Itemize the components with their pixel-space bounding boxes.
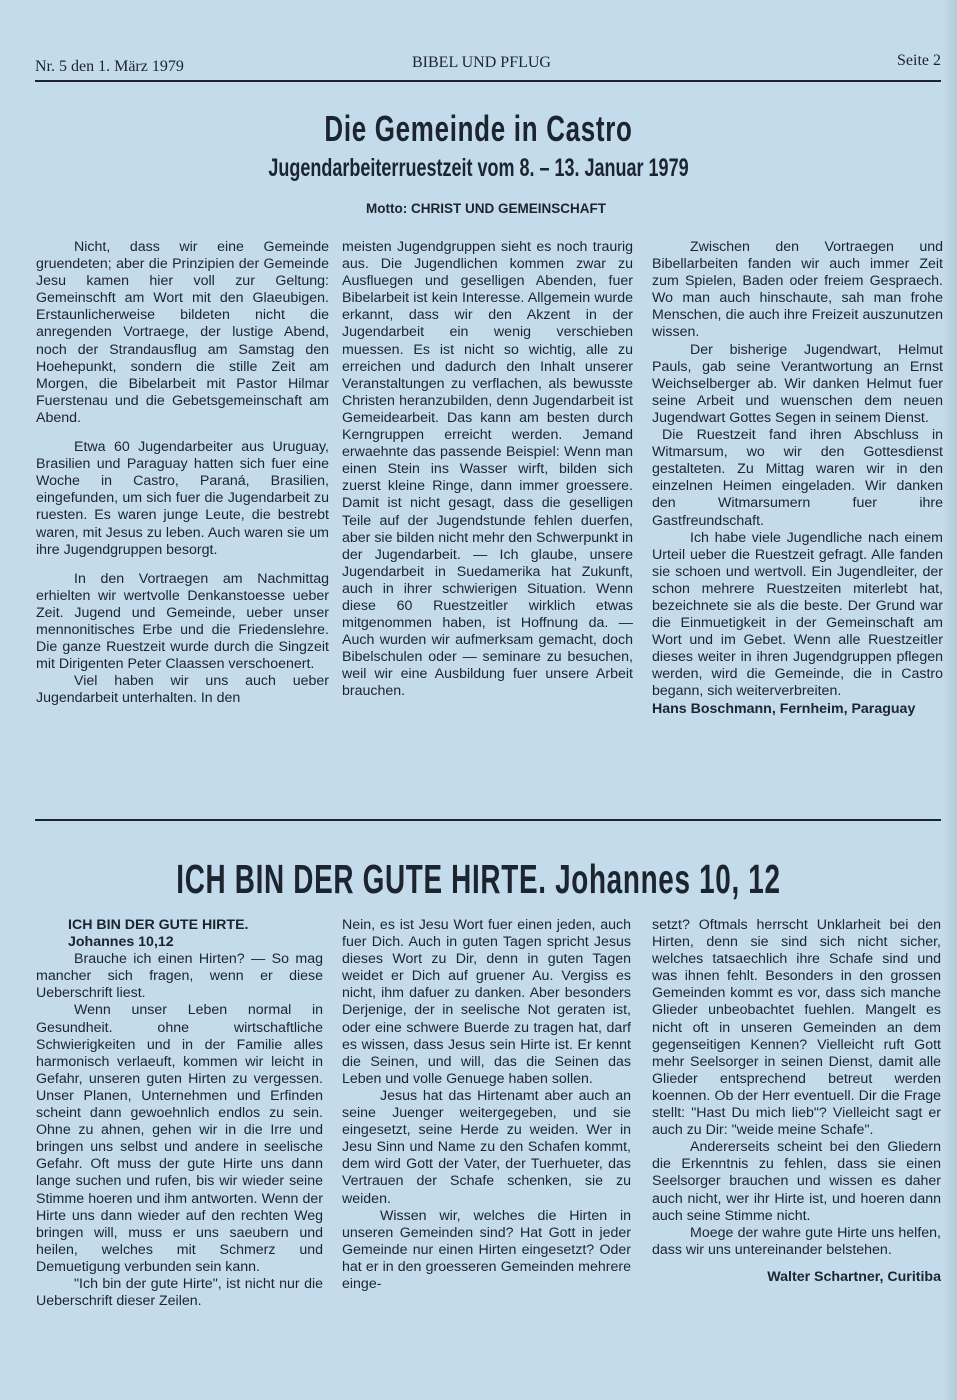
article1-column-1 — [36, 239, 329, 707]
paragraph: meisten Jugendgruppen sieht es noch traurig aus. Die Jugendlichen kommen zwar zu Ausfluegen und geselligen Abenden, fuer Bibelarbeit ist kein Interesse. Allgemein wurde erkannt, dass wir den Akzent in der Jugendarbeit ein wenig verschieben muessen. Es ist nicht so wichtig, alle zu erreichen und dadurch den Inhalt unserer Veranstaltungen zu verflachen, als bewusste Christen heranzubilden, denn Jugendarbeit ist Gemeidearbeit. Das kann am besten durch Kerngruppen erreicht werden. Jemand erwaehnte das passende Beispiel: Wenn man einen Stein ins Wasser wirft, bilden sich zuerst kleine Ringe, dann immer groessere. Damit ist nicht gesagt, dass die geselligen Teile auf der Jugendstunde fehlen duerfen, aber sie bilden nicht mehr den Schwerpunkt in der Jugendarbeit. — Ich glaube, unsere Jugendarbeit in Suedamerika hat Zukunft, auch in ihrer schwierigen Situation. Wenn diese 60 Ruestzeitler wirklich etwas mitgenommen haben, ist Hoffnung da. — Auch wurden wir aufmerksam gemacht, doch Bibelschulen oder — seminare zu besuchen, weil wir eine Ausbildung fuer unsere Arbeit brauchen. — [342, 239, 634, 700]
page-edge-shadow — [943, 0, 957, 1400]
paragraph: Viel haben wir uns auch ueber Jugendarbeit unterhalten. In den — [36, 673, 329, 707]
article2-subhead: ICH BIN DER GUTE HIRTE. — [68, 917, 249, 933]
article2-title: ICH BIN DER GUTE HIRTE. Johannes 10, 12 — [176, 856, 781, 902]
publication-name: BIBEL UND PFLUG — [412, 54, 551, 71]
paragraph: Zwischen den Vortraegen und Bibellarbeiten fanden wir auch immer Zeit zum Spielen, Baden oder freiem Gespraech. Wo man auch hinschaute, sah man frohe Menschen, die auch ihre Freizeit auszunutzen wissen. — [652, 239, 943, 341]
article2-column-2 — [342, 917, 631, 1293]
paragraph: Brauche ich einen Hirten? — So mag mancher sich fragen, wenn er diese Ueberschrift liest. — [36, 951, 323, 1002]
article1-column-2 — [342, 239, 633, 701]
section-divider — [35, 819, 941, 821]
article1-subtitle: Jugendarbeiterruestzeit vom 8. – 13. Januar 1979 — [268, 154, 689, 182]
paragraph: Der bisherige Jugendwart, Helmut Pauls, gab seine Verantwortung an Ernst Weichselberger ab. Wir danken Helmut fuer seine Arbeit und wuenschen dem neuen Jugendwart Gottes Segen in seinem Dienst. — [652, 341, 943, 426]
paragraph: "Ich bin der gute Hirte", ist nicht nur die Ueberschrift dieser Zeilen. — [36, 1275, 323, 1310]
paragraph: Andererseits scheint bei den Gliedern die Erkenntnis zu fehlen, dass sie einen Seelsorger brauchen und wissen es daher auch nicht, wer ihr Hirte ist, und hoeren dann auch seine Stimme nicht. — [652, 1139, 941, 1224]
paragraph: Nein, es ist Jesu Wort fuer einen jeden, auch fuer Dich. Auch in guten Tagen spricht Jesus dieses Wort zu Dir, denn in guten Tagen weidet er Dich auf gruener Au. Vergiss es nicht, ihm dafuer zu danken. Aber besonders Derjenige, der in seelische Not geraten ist, oder eine schwere Buerde zu tragen hat, darf es wissen, dass Jesus sein Hirte ist. Er kennt die Seinen, und will, das die Seinen das Leben und volle Genuege haben sollen. — [342, 917, 631, 1087]
paragraph: Die Ruestzeit fand ihren Abschluss in Witmarsum, wo wir den Gottesdienst gestalteten. Zu Mittag waren wir in den einzelnen Heimen eingeladen. Wir danken den Witmarsumern fuer ihre Gastfreundschaft. — [652, 427, 943, 529]
paragraph: Nicht, dass wir eine Gemeinde gruendeten; aber die Prinzipien der Gemeinde Jesu kamen hier voll zur Geltung: Gemeinschft am Wort mit den Glaeubigen. Erstaunlicherweise bildeten nicht die anregenden Vortraege, der lustige Abend, noch der Strandausflug am Samstag den Hoehepunkt, sondern die stille Zeit am Morgen, die Bibelarbeit mit Pastor Hilmar Fuerstenau und die Gebetsgemeinschaft am Abend. — [36, 239, 329, 426]
article1-motto: Motto: CHRIST UND GEMEINSCHAFT — [366, 201, 606, 216]
paragraph: Ich habe viele Jugendliche nach einem Urteil ueber die Ruestzeit gefragt. Alle fanden sie schoen und wertvoll. Ein Jugendleiter, der schon mehrere Ruestzeiten miterlebt hat, bezeichnete sie als die beste. Der Grund war die Einmuetigkeit in der Gemeinschaft am Wort und im Gebet. Wenn alle Ruestzeitler dieses weiter in ihren Jugendgruppen pflegen werden, wird die Gemeinde, die in Castro begann, sich weiterverbreiten. — [652, 529, 943, 700]
running-header — [35, 52, 941, 76]
article1-title: Die Gemeinde in Castro — [324, 108, 633, 149]
article2-author: Walter Schartner, Curitiba — [767, 1268, 941, 1285]
article2-column-3 — [652, 917, 941, 1286]
paragraph: Wenn unser Leben normal in Gesundheit. ohne wirtschaftliche Schwierigkeiten und in der Familie alles harmonisch verlaeuft, kommen wir leicht in Gefahr, unseren guten Hirten zu vergessen. Unser Planen, Unternehmen und Erfinden scheint dann gewoehnlich endlos zu sein. Ohne zu ahnen, gehen wir in die Irre und bringen uns selbst und andere in seelische Gefahr. Oft muss der gute Hirte uns dann lange suchen und rufen, bis wir wieder seine Stimme hoeren und ihm antworten. Wenn der Hirte uns dann wieder auf den rechten Weg bringen will, muss er uns saeubern und heilen, welches mit Schmerz und Demuetigung verbunden sein kann. — [36, 1002, 323, 1275]
article2-subhead-reference: Johannes 10,12 — [68, 934, 174, 951]
paragraph: Moege der wahre gute Hirte uns helfen, dass wir uns untereinander belstehen. — [652, 1224, 941, 1258]
header-rule — [35, 80, 941, 82]
paragraph: In den Vortraegen am Nachmittag erhielten wir wertvolle Denkanstoesse ueber Zeit. Jugend und Gemeinde, ueber unser mennonitisches Erbe und die Friedenslehre. Die ganze Ruestzeit wurde durch die Singzeit mit Dirigenten Peter Claassen verschoenert. — [36, 570, 329, 673]
article1-author: Hans Boschmann, Fernheim, Paraguay — [652, 700, 916, 717]
page-number: Seite 2 — [897, 52, 941, 69]
paragraph: setzt? Oftmals herrscht Unklarheit bei den Hirten, denn sie sind sich nicht sicher, welches tatsaechlich ihre Schafe sind und was ihnen fehlt. Besonders in den grossen Gemeinden kommt es vor, dass sich manche Glieder unbeobachtet fuehlen. Mangelt es nicht oft in unseren Gemeinden an dem gegenseitigen Kennen? Vielleicht ruft Gott mehr Seelsorger in seinen Dienst, damit alle Glieder entsprechend betreut werden koennen. Ob der Herr eventuell. Dir die Frage stellt: "Hast Du mich lieb"? Vielleicht sagt er auch zu Dir: "weide meine Schafe". — [652, 917, 941, 1139]
paragraph: Wissen wir, welches die Hirten in unseren Gemeinden sind? Hat Gott in jeder Gemeinde nur einen Hirten eingesetzt? Oder hat er in den groesseren Gemeinden mehrere einge- — [342, 1207, 631, 1292]
article2-column-1 — [36, 917, 323, 1310]
article1-column-3 — [652, 239, 943, 718]
paragraph: Jesus hat das Hirtenamt aber auch an seine Juenger weitergegeben, und sie eingesetzt, seine Herde zu weiden. Wer in Jesu Sinn und Name zu den Schafen kommt, dem wird Gott der Vater, der Tuerhueter, das Vertrauen der Schafe schenken, sie zu weiden. — [342, 1087, 631, 1207]
paragraph: Etwa 60 Jugendarbeiter aus Uruguay, Brasilien und Paraguay hatten sich fuer eine Woche in Castro, Paraná, Brasilien, eingefunden, um sich fuer die Jugendarbeit zu ruesten. Es waren junge Leute, die bestrebt waren, mit Jesus zu leben. Auch waren sie um ihre Jugendgruppen besorgt. — [36, 439, 329, 558]
issue-date: Nr. 5 den 1. März 1979 — [35, 58, 184, 75]
